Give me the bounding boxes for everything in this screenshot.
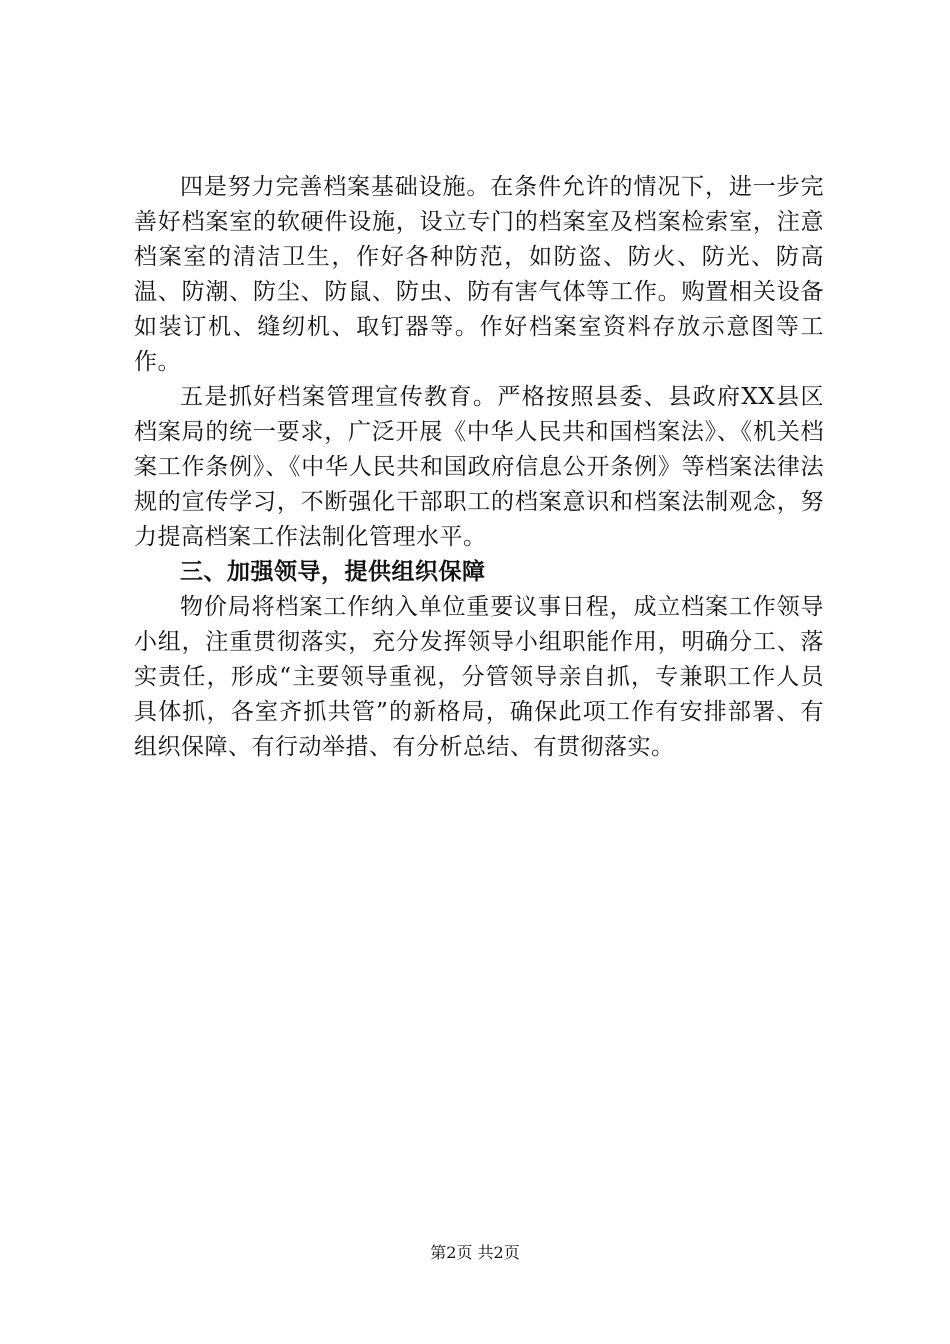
paragraph-archive-publicity: 五是抓好档案管理宣传教育。严格按照县委、县政府XX县区档案局的统一要求，广泛开展《中华人民共和国档案法》、《机关档案工作条例》、《中华人民共和国政府信息公开条例》等档案法律法规的宣传学习，不断强化干部职工的档案意识和档案法制观念，努力提高档案工作法制化管理水平。 [134,384,824,550]
document-body [134,170,824,765]
paragraph-archive-facilities: 四是努力完善档案基础设施。在条件允许的情况下，进一步完善好档案室的软硬件设施，设立专门的档案室及档案检索室，注意档案室的清洁卫生，作好各种防范，如防盗、防火、防光、防高温、防潮、防尘、防鼠、防虫、防有害气体等工作。购置相关设备如装订机、缝纫机、取钉器等。作好档案室资料存放示意图等工作。 [134,174,824,375]
page-number-footer: 第2页 共2页 [430,1243,520,1262]
paragraph-organization-guarantee: 物价局将档案工作纳入单位重要议事日程，成立档案工作领导小组，注重贯彻落实，充分发挥领导小组职能作用，明确分工、落实责任，形成“主要领导重视，分管领导亲自抓，专兼职工作人员具体抓，各室齐抓共管”的新格局，确保此项工作有安排部署、有组织保障、有行动举措、有分析总结、有贯彻落实。 [134,594,824,760]
section-heading-leadership: 三、加强领导，提供组织保障 [180,559,486,585]
